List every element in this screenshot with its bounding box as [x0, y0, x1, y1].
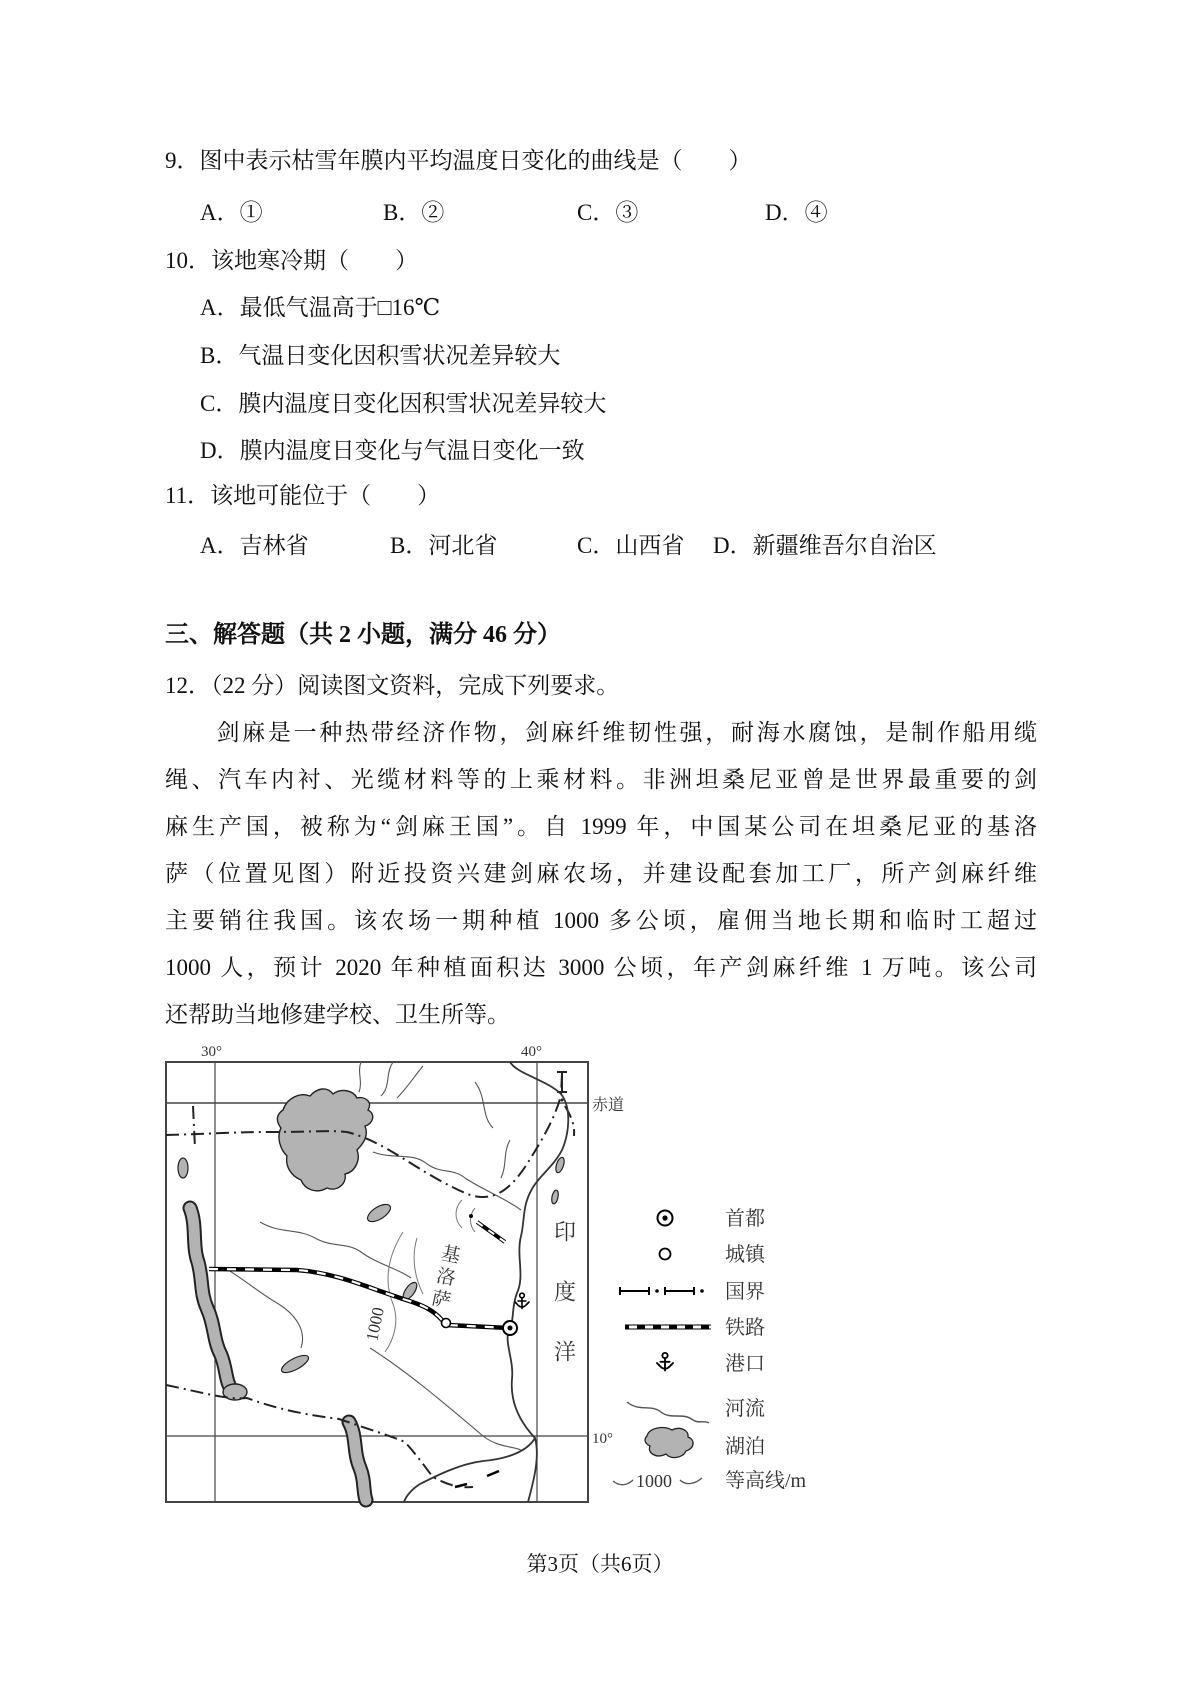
question-9-option-a: A．①	[200, 200, 263, 225]
label-lat-10: 10°	[592, 1431, 613, 1447]
island-2	[551, 1190, 560, 1205]
question-10-title: 10．该地寒冷期（ ）	[165, 248, 418, 273]
question-11-option-d: D．新疆维吾尔自治区	[713, 533, 937, 558]
label-lon-40: 40°	[521, 1044, 542, 1060]
legend-border-label: 国界	[725, 1281, 765, 1303]
map-railways	[209, 1222, 509, 1328]
label-indian-ocean: 印度洋	[551, 1220, 577, 1400]
question-11-option-a: A．吉林省	[200, 533, 309, 558]
port-anchor-icon	[515, 1293, 529, 1308]
town-northeast	[469, 1214, 473, 1218]
legend-contour-icon	[613, 1471, 702, 1491]
map-contours	[385, 1200, 475, 1352]
legend-town-label: 城镇	[725, 1244, 765, 1266]
legend-lake-icon	[645, 1428, 693, 1458]
map-labels	[201, 1044, 624, 1447]
legend-contour-label: 等高线/m	[725, 1470, 807, 1492]
question-9-option-d: D．④	[765, 200, 828, 225]
map-borders	[166, 1074, 574, 1487]
q12-paragraph-line-1: 剑麻是一种热带经济作物，剑麻纤维韧性强，耐海水腐蚀，是制作船用缆	[165, 720, 1037, 745]
map-figure	[165, 1040, 810, 1510]
railway-main	[209, 1269, 509, 1328]
label-lon-30: 30°	[201, 1044, 222, 1060]
legend-railway-label: 铁路	[725, 1317, 765, 1339]
question-10-option-a: A．最低气温高于□16℃	[200, 295, 441, 320]
legend-river-label: 河流	[725, 1398, 765, 1420]
q12-paragraph-line-4: 萨（位置见图）附近投资兴建剑麻农场，并建设配套加工厂，所产剑麻纤维	[165, 861, 1037, 886]
map-legend	[613, 1207, 807, 1492]
small-lake-3	[279, 1352, 311, 1376]
legend-capital-label: 首都	[725, 1208, 765, 1230]
legend-river-icon	[627, 1402, 709, 1423]
label-kilosa: 基洛萨	[426, 1241, 462, 1314]
q12-paragraph-line-6: 1000 人，预计 2020 年种植面积达 3000 公顷，年产剑麻纤维 1 万吨。该公司	[165, 955, 1037, 980]
question-11-option-c: C．山西省	[577, 533, 685, 558]
map-rivers	[225, 1062, 521, 1450]
question-11-title: 11．该地可能位于（ ）	[165, 483, 441, 508]
legend-lake-label: 湖泊	[725, 1436, 765, 1458]
small-lake-1	[365, 1201, 393, 1225]
legend-contour-value: 1000	[636, 1471, 672, 1491]
border-end-symbol	[557, 1072, 567, 1102]
q12-paragraph-line-2: 绳、汽车内衬、光缆材料等的上乘材料。非洲坦桑尼亚曾是世界最重要的剑	[165, 767, 1037, 792]
coast-marks	[455, 1471, 499, 1487]
q12-paragraph-line-7: 还帮助当地修建学校、卫生所等。	[165, 1002, 510, 1027]
q12-paragraph-line-5: 主要销往我国。该农场一期种植 1000 多公顷，雇佣当地长期和临时工超过	[165, 908, 1037, 933]
question-9-option-c: C．③	[577, 200, 639, 225]
question-10-option-b: B．气温日变化因积雪状况差异较大	[200, 343, 561, 368]
question-9-title: 9．图中表示枯雪年膜内平均温度日变化的曲线是（ ）	[165, 148, 752, 173]
question-10-option-d: D．膜内温度日变化与气温日变化一致	[200, 438, 585, 463]
q12-paragraph-line-3: 麻生产国，被称为“剑麻王国”。自 1999 年，中国某公司在坦桑尼亚的基洛	[165, 814, 1037, 839]
section-3-header: 三、解答题（共 2 小题，满分 46 分）	[165, 622, 561, 648]
legend-town-icon	[660, 1249, 671, 1260]
question-10-option-c: C．膜内温度日变化因积雪状况差异较大	[200, 391, 607, 416]
small-lake-west	[178, 1158, 188, 1178]
legend-port-icon	[657, 1353, 673, 1371]
label-equator: 赤道	[592, 1097, 625, 1114]
question-11-option-b: B．河北省	[390, 533, 498, 558]
map-frame	[166, 1062, 588, 1502]
question-12-title: 12．（22 分）阅读图文资料，完成下列要求。	[165, 673, 620, 698]
question-9-option-b: B．②	[383, 200, 445, 225]
town-kilosa	[442, 1319, 451, 1328]
map-lakes	[178, 1089, 566, 1500]
page-footer: 第3页（共6页）	[526, 1552, 674, 1576]
legend-port-label: 港口	[725, 1353, 765, 1375]
label-contour-1000: 1000	[362, 1305, 388, 1343]
legend-border-icon	[620, 1287, 704, 1295]
lake-victoria	[277, 1089, 372, 1191]
